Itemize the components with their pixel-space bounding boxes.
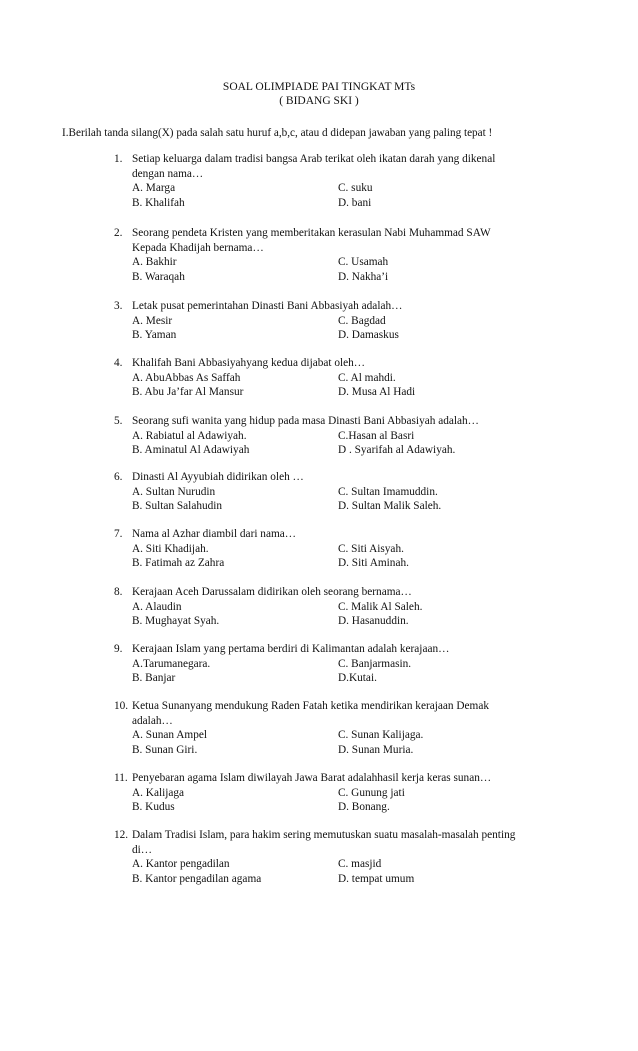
option-row — [114, 443, 574, 458]
question-item — [114, 828, 574, 886]
option-row — [114, 328, 574, 343]
question-number: 11. — [114, 772, 128, 784]
question-text: Dalam Tradisi Islam, para hakim sering memutuskan suatu masalah-masalah penting — [132, 829, 516, 841]
answer-option[interactable]: A. Bakhir — [132, 256, 177, 269]
answer-option[interactable]: B. Khalifah — [132, 196, 185, 209]
answer-option[interactable]: C. Banjarmasin. — [338, 657, 412, 670]
answer-option[interactable]: B. Sunan Giri. — [132, 743, 198, 756]
answer-option[interactable]: C. Siti Aisyah. — [338, 542, 404, 555]
answer-option[interactable]: A. AbuAbbas As Saffah — [132, 371, 241, 384]
answer-option[interactable]: A. Sultan Nurudin — [132, 485, 216, 498]
option-row — [114, 614, 574, 629]
question-number: 2. — [114, 227, 123, 239]
option-row — [114, 671, 574, 686]
question-item — [114, 299, 574, 343]
answer-option[interactable]: C. Sunan Kalijaga. — [338, 729, 424, 742]
question-number: 12. — [114, 829, 129, 841]
option-row — [114, 657, 574, 672]
answer-option[interactable]: D. Sultan Malik Saleh. — [338, 500, 442, 513]
question-item — [114, 470, 574, 514]
question-text: Kerajaan Islam yang pertama berdiri di Kalimantan adalah kerajaan… — [132, 643, 450, 655]
option-row — [114, 872, 574, 887]
question-text: Ketua Sunanyang mendukung Raden Fatah ketika mendirikan kerajaan Demak — [132, 700, 489, 712]
option-row — [114, 385, 574, 400]
question-text: di… — [132, 843, 153, 856]
question-text: Seorang sufi wanita yang hidup pada masa Dinasti Bani Abbasiyah adalah… — [132, 415, 479, 427]
question-item — [114, 226, 574, 284]
instruction-text: I.Berilah tanda silang(X) pada salah satu huruf a,b,c, atau d didepan jawaban yang paling tepat ! — [62, 127, 493, 139]
question-number: 3. — [114, 300, 123, 312]
question-text: Penyebaran agama Islam diwilayah Jawa Barat adalahhasil kerja keras sunan… — [132, 772, 492, 784]
answer-option[interactable]: D. Nakha’i — [338, 270, 389, 283]
option-row — [114, 728, 574, 743]
answer-option[interactable]: C. Al mahdi. — [338, 371, 396, 384]
option-row — [114, 857, 574, 872]
answer-option[interactable]: C. Malik Al Saleh. — [338, 600, 423, 613]
answer-option[interactable]: B. Waraqah — [132, 270, 185, 283]
question-text: adalah… — [132, 714, 173, 727]
question-item — [114, 356, 574, 400]
answer-option[interactable]: D. Hasanuddin. — [338, 615, 409, 628]
answer-option[interactable]: D. Damaskus — [338, 329, 399, 342]
answer-option[interactable]: C. Usamah — [338, 256, 389, 269]
question-item — [114, 152, 574, 210]
question-number: 8. — [114, 586, 123, 598]
question-number: 4. — [114, 357, 123, 369]
answer-option[interactable]: C. masjid — [338, 858, 382, 871]
answer-option[interactable]: B. Kantor pengadilan agama — [132, 872, 262, 885]
answer-option[interactable]: D. Sunan Muria. — [338, 743, 414, 756]
answer-option[interactable]: A. Kantor pengadilan — [132, 858, 230, 871]
answer-option[interactable]: A. Kalijaga — [132, 786, 185, 799]
question-number: 6. — [114, 471, 123, 483]
question-number: 1. — [114, 153, 123, 165]
option-row — [114, 181, 574, 196]
answer-option[interactable]: B. Abu Ja’far Al Mansur — [132, 386, 244, 399]
answer-option[interactable]: A. Siti Khadijah. — [132, 542, 209, 555]
question-text: Setiap keluarga dalam tradisi bangsa Arab terikat oleh ikatan darah yang dikenal — [132, 153, 496, 165]
option-row — [114, 786, 574, 801]
answer-option[interactable]: B. Aminatul Al Adawiyah — [132, 444, 250, 457]
question-item — [114, 699, 574, 757]
question-number: 5. — [114, 415, 123, 427]
answer-option[interactable]: A. Sunan Ampel — [132, 729, 207, 742]
answer-option[interactable]: D. tempat umum — [338, 872, 415, 885]
option-row — [114, 600, 574, 615]
answer-option[interactable]: D. Siti Aminah. — [338, 557, 409, 570]
question-text: Khalifah Bani Abbasiyahyang kedua dijabat oleh… — [132, 357, 366, 369]
option-row — [114, 255, 574, 270]
question-item — [114, 414, 574, 458]
answer-option[interactable]: D. Musa Al Hadi — [338, 386, 416, 399]
question-text: Letak pusat pemerintahan Dinasti Bani Abbasiyah adalah… — [132, 300, 403, 312]
option-row — [114, 485, 574, 500]
option-row — [114, 800, 574, 815]
option-row — [114, 556, 574, 571]
question-item — [114, 771, 574, 815]
answer-option[interactable]: C.Hasan al Basri — [338, 429, 415, 442]
question-text: Seorang pendeta Kristen yang memberitakan kerasulan Nabi Muhammad SAW — [132, 227, 491, 239]
answer-option[interactable]: A. Mesir — [132, 314, 173, 327]
question-item — [114, 585, 574, 629]
question-number: 9. — [114, 643, 123, 655]
answer-option[interactable]: D. Bonang. — [338, 801, 390, 814]
answer-option[interactable]: A. Alaudin — [132, 600, 182, 613]
document-subtitle: ( BIDANG SKI ) — [279, 95, 359, 107]
answer-option[interactable]: A. Marga — [132, 182, 176, 195]
option-row — [114, 196, 574, 211]
question-text: Kepada Khadijah bernama… — [132, 241, 264, 254]
option-row — [114, 542, 574, 557]
question-number: 7. — [114, 528, 123, 540]
answer-option[interactable]: A. Rabiatul al Adawiyah. — [132, 429, 247, 442]
question-text: Dinasti Al Ayyubiah didirikan oleh … — [132, 471, 304, 483]
question-text: Kerajaan Aceh Darussalam didirikan oleh seorang bernama… — [132, 586, 412, 598]
answer-option[interactable]: B. Mughayat Syah. — [132, 615, 220, 628]
answer-option[interactable]: C. suku — [338, 182, 373, 195]
answer-option[interactable]: B. Fatimah az Zahra — [132, 557, 225, 570]
option-row — [114, 314, 574, 329]
option-row — [114, 499, 574, 514]
question-text: Nama al Azhar diambil dari nama… — [132, 528, 297, 540]
answer-option[interactable]: D.Kutai. — [338, 672, 377, 685]
option-row — [114, 371, 574, 386]
answer-option[interactable]: D. bani — [338, 196, 372, 209]
answer-option[interactable]: B. Sultan Salahudin — [132, 500, 223, 513]
question-number: 10. — [114, 700, 129, 712]
question-item — [114, 527, 574, 571]
answer-option[interactable]: B. Yaman — [132, 329, 177, 342]
option-row — [114, 270, 574, 285]
question-text: dengan nama… — [132, 167, 204, 180]
answer-option[interactable]: C. Sultan Imamuddin. — [338, 485, 438, 498]
option-row — [114, 743, 574, 758]
answer-option[interactable]: C. Gunung jati — [338, 786, 405, 799]
answer-option[interactable]: B. Kudus — [132, 801, 175, 814]
answer-option[interactable]: A.Tarumanegara. — [132, 657, 211, 670]
question-item — [114, 642, 574, 686]
option-row — [114, 429, 574, 444]
document-title: SOAL OLIMPIADE PAI TINGKAT MTs — [222, 81, 416, 93]
answer-option[interactable]: D . Syarifah al Adawiyah. — [338, 444, 456, 457]
answer-option[interactable]: C. Bagdad — [338, 314, 386, 327]
answer-option[interactable]: B. Banjar — [132, 672, 176, 685]
